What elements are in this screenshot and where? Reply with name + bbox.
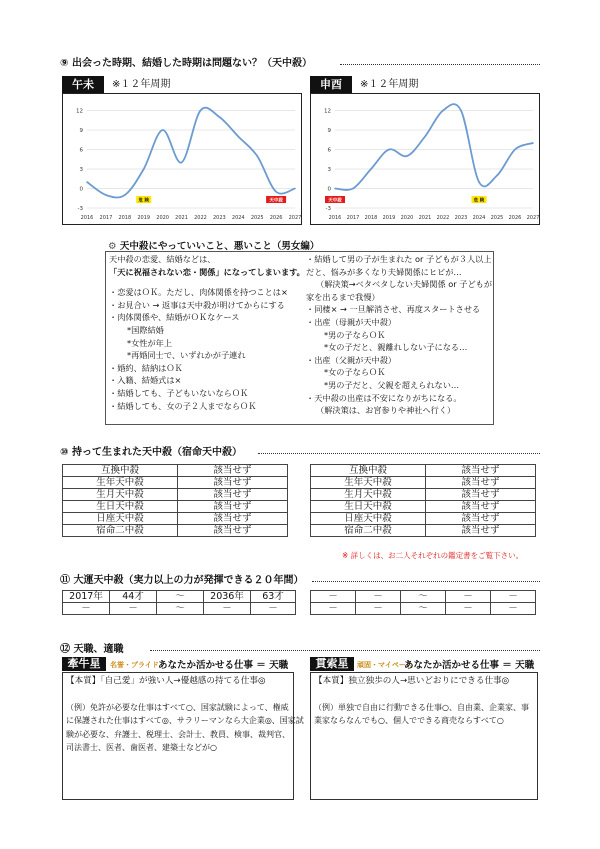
chart-ytick-label: -3 [77, 206, 83, 212]
chart-ytick-label: -3 [325, 206, 331, 212]
table-row [63, 525, 288, 537]
advice-left-line: ・肉体関係や、結婚がＯＫなケース [109, 312, 240, 323]
chart-xtick-label: 2021 [418, 215, 432, 221]
advice-left-line: *再婚同士で、いずれかが子連れ [127, 350, 246, 361]
chart-ytick-label: 9 [79, 128, 83, 134]
table-row [63, 465, 288, 477]
chart-point [478, 181, 480, 183]
table-cell: 2017年 [63, 591, 110, 603]
table-row [63, 501, 288, 513]
table-cell-value: 該当せず [426, 489, 536, 501]
chart-point [406, 155, 408, 157]
table-cell: － [251, 603, 296, 615]
advice-left-line: *女性が年上 [127, 337, 173, 348]
job-right-box [310, 672, 538, 800]
job-left-line: に保護された仕事はすべて◎、サラリーマンなら大企業◎、国家試 [66, 716, 304, 726]
advice-left-line: ・結婚しても、女の子２人までならＯＫ [109, 400, 257, 411]
advice-left-column [109, 253, 305, 412]
advice-right-line: ・結婚して男の子が生まれた or 子どもが３人以上 [306, 254, 492, 264]
table-cell-value: 該当せず [178, 465, 288, 477]
section10-number: ⑩ [60, 447, 69, 458]
table-cell: － [446, 603, 491, 615]
advice-right-line: ・天中殺の出産は不安になりがちになる。 [306, 392, 462, 403]
chart-point [334, 188, 336, 190]
table-cell: － [491, 603, 536, 615]
table-cell-label: 宿命二中殺 [311, 525, 426, 537]
table-row [311, 465, 536, 477]
chart-left-cycle: ※１２年周期 [112, 79, 171, 90]
table-cell-label: 互換中殺 [311, 465, 426, 477]
chart-xtick-label: 2022 [436, 215, 450, 221]
table-cell: 2036年 [204, 591, 251, 603]
chart-left-tag: 午未 [62, 76, 104, 93]
chart-tenchusatsu-label: 天中殺 [269, 198, 283, 204]
chart-danger-label: 危 険 [138, 198, 150, 204]
chart-xtick-label: 2016 [80, 215, 94, 221]
advice-right-line: *女の子ならＯＫ [324, 367, 386, 378]
section11-right-table [310, 590, 536, 615]
chart-tenchusatsu-label: 天中殺 [328, 198, 342, 204]
advice-right-line: だと、悩みが多くなり夫婦関係にヒビが… [306, 266, 462, 277]
chart-series-line [335, 104, 533, 190]
job-right-line: 業家ならなんでも○、個人でできる商売ならすべて○ [314, 716, 504, 726]
section11-divider [312, 581, 540, 582]
table-cell-label: 互換中殺 [63, 465, 178, 477]
chart-xtick-label: 2020 [400, 215, 414, 221]
chart-ytick-label: 3 [327, 167, 331, 173]
table-row [311, 525, 536, 537]
advice-left-line: 天中殺の恋愛、結婚などは、 [109, 254, 216, 264]
section9-number: ⑨ [60, 58, 69, 69]
table-cell-value: 該当せず [178, 489, 288, 501]
chart-point [388, 149, 390, 151]
table-cell-value: 該当せず [178, 513, 288, 525]
chart-series-line [87, 108, 295, 198]
advice-right-line: （解決策→ベタベタしない夫婦関係 or 子どもが [316, 279, 493, 290]
section11-number: ⑪ [60, 575, 70, 586]
chart-danger-label: 危 険 [473, 198, 485, 204]
chart-point [370, 168, 372, 170]
section10-heading [60, 443, 242, 458]
advice-left-line: *国際結婚 [127, 324, 164, 335]
table-cell-label: 宿命二中殺 [63, 525, 178, 537]
section9-divider [340, 64, 540, 65]
chart-right-cycle: ※１２年周期 [360, 79, 419, 90]
table-cell: 〜 [401, 603, 446, 615]
section11-title: 大運天中殺（実力以上の力が発揮できる２０年間） [73, 575, 304, 586]
table-cell: 〜 [401, 591, 446, 603]
chart-point [352, 188, 354, 190]
chart-xtick-label: 2017 [99, 215, 113, 221]
chart-xtick-label: 2022 [194, 215, 207, 221]
chart-point [86, 181, 88, 183]
chart-xtick-label: 2018 [118, 215, 132, 221]
chart-point [275, 191, 277, 193]
advice-left-line: ・入籍、結婚式は× [109, 375, 182, 386]
advice-left-line: ・婚約、結納はＯＫ [109, 362, 183, 373]
chart-point [256, 155, 258, 157]
job-right-caption: あなたか活かせる仕事 ＝ 天職 [404, 660, 535, 671]
job-left-caption: あなたか活かせる仕事 ＝ 天職 [158, 660, 289, 671]
table-row [63, 513, 288, 525]
chart-ytick-label: 6 [79, 147, 83, 154]
chart-right-tag: 申酉 [310, 76, 352, 93]
chart-ytick-label: 3 [79, 167, 83, 173]
chart-xtick-label: 2024 [231, 215, 245, 221]
chart-point [237, 136, 239, 138]
table-cell-value: 該当せず [426, 477, 536, 489]
table-cell-label: 生日天中殺 [63, 501, 178, 513]
table-cell: 〜 [157, 603, 204, 615]
job-left-star: 牽牛星 [62, 657, 106, 671]
job-right-sub: 頑固・マイペース [357, 661, 413, 669]
chart-xtick-label: 2016 [328, 215, 342, 221]
table-row [311, 501, 536, 513]
table-row [63, 603, 296, 615]
chart-point [105, 194, 107, 196]
section10-title: 持って生まれた天中殺（宿命天中殺） [71, 447, 242, 458]
chart-point [200, 110, 202, 112]
chart-xtick-label: 2020 [156, 215, 170, 221]
chart-left [62, 93, 302, 225]
job-left-box [62, 672, 304, 800]
chart-xtick-label: 2017 [346, 215, 360, 221]
chart-xtick-label: 2018 [364, 215, 378, 221]
table-cell: － [446, 591, 491, 603]
table-cell: 63才 [251, 591, 296, 603]
chart-point [181, 162, 183, 164]
advice-heading [108, 238, 319, 252]
chart-point [532, 142, 534, 144]
table-cell-value: 該当せず [426, 501, 536, 513]
advice-left-line: ・結婚しても、子どもいないならＯＫ [109, 387, 249, 398]
advice-right-line: ・出産（父親が天中殺） [306, 354, 397, 365]
section10-right-table [310, 464, 536, 537]
chart-xtick-label: 2019 [382, 215, 396, 221]
section12-divider [150, 650, 540, 651]
section10-note: ※ 詳しくは、お二人それぞれの鑑定書をご覧下さい。 [342, 551, 524, 560]
chart-ytick-label: 0 [79, 186, 83, 193]
table-cell: － [491, 591, 536, 603]
chart-xtick-label: 2025 [490, 215, 504, 221]
table-cell-label: 生月天中殺 [63, 489, 178, 501]
chart-point [442, 110, 444, 112]
job-left-sub: 名誉・プライド [110, 661, 159, 669]
job-right-line: （例）単独で自由に行動できる仕事○、自由業、企業家、事 [314, 703, 529, 713]
chart-ytick-label: 9 [327, 128, 331, 134]
table-cell-label: 日座天中殺 [311, 513, 426, 525]
chart-right [310, 93, 540, 225]
advice-right-line: *女の子だと、親離れしない子になる… [324, 342, 468, 353]
chart-ytick-label: 6 [327, 147, 331, 154]
section11-left-table [62, 590, 296, 615]
advice-right-line: 家を出るまで我慢） [306, 291, 380, 302]
chart-point [219, 116, 221, 118]
advice-right-line: （解決策は、お宮参りや神社へ行く） [316, 405, 456, 416]
table-cell: － [204, 603, 251, 615]
table-cell: － [356, 603, 401, 615]
table-cell-label: 日座天中殺 [63, 513, 178, 525]
gear-icon: ⚙ [108, 241, 117, 252]
advice-right-line: *男の子だと、父親を超えられない… [324, 379, 460, 390]
table-cell-value: 該当せず [426, 465, 536, 477]
table-cell: － [110, 603, 157, 615]
job-right-line: 【本質】独立独歩の人→思いどおりにできる仕事◎ [314, 676, 510, 686]
advice-left-line: ・お見合い → 返事は天中殺が明けてからにする [109, 299, 285, 310]
table-row [63, 477, 288, 489]
table-cell-value: 該当せず [178, 525, 288, 537]
advice-left-line: ・恋愛はＯＫ。ただし、肉体関係を持つことは× [109, 287, 288, 298]
job-left-line: （例）免許が必要な仕事はすべて○、国家試験によって、権威 [66, 703, 289, 713]
chart-ytick-label: 12 [324, 108, 331, 115]
advice-left-line [109, 278, 305, 286]
job-left-line: 験が必要な、弁護士、税理士、会計士、教員、検事、裁判官、 [66, 729, 290, 739]
chart-point [514, 149, 516, 151]
chart-xtick-label: 2025 [250, 215, 264, 221]
table-cell-label: 生年天中殺 [63, 477, 178, 489]
section9-title: 出会った時期、結婚した時期は問題ない？（天中殺） [71, 58, 312, 69]
job-right-star: 貫索星 [310, 657, 354, 671]
table-row [311, 477, 536, 489]
table-cell-label: 生月天中殺 [311, 489, 426, 501]
table-row [311, 603, 536, 615]
chart-xtick-label: 2019 [137, 215, 151, 221]
chart-xtick-label: 2021 [175, 215, 188, 221]
section9-heading [60, 54, 312, 69]
table-cell: － [63, 603, 110, 615]
table-row [311, 591, 536, 603]
chart-ytick-label: 12 [76, 108, 83, 115]
job-left-line: 【本質】「自己愛」が強い人→優越感の持てる仕事◎ [66, 676, 266, 686]
chart-xtick-label: 2026 [508, 215, 522, 221]
table-row [63, 591, 296, 603]
section12-title: 天職、適職 [73, 644, 124, 655]
table-row [311, 489, 536, 501]
table-cell-label: 生日天中殺 [311, 501, 426, 513]
chart-xtick-label: 2026 [269, 215, 283, 221]
section10-left-table [62, 464, 288, 537]
table-cell-value: 該当せず [178, 501, 288, 513]
advice-left-line: 「天に祝福されない恋・関係」になってしまいます。 [109, 266, 305, 277]
chart-point [124, 194, 126, 196]
table-row [63, 489, 288, 501]
table-cell: － [311, 603, 356, 615]
chart-xtick-label: 2027 [288, 215, 301, 221]
section11-heading [60, 571, 303, 586]
chart-xtick-label: 2023 [454, 215, 468, 221]
chart-ytick-label: 0 [327, 186, 331, 193]
table-cell-value: 該当せず [426, 525, 536, 537]
table-cell: 〜 [157, 591, 204, 603]
table-cell-value: 該当せず [178, 477, 288, 489]
advice-title: 天中殺にやっていいこと、悪いこと（男女編） [119, 241, 320, 252]
section12-number: ⑫ [60, 644, 70, 655]
table-cell: － [356, 591, 401, 603]
chart-left-svg [63, 94, 301, 224]
advice-right-line: ・出産（母親が天中殺） [306, 316, 397, 327]
chart-xtick-label: 2024 [472, 215, 486, 221]
chart-xtick-label: 2027 [526, 215, 539, 221]
table-cell: － [311, 591, 356, 603]
chart-point [460, 110, 462, 112]
advice-right-line: *男の子ならＯＫ [324, 329, 386, 340]
job-right-line [314, 688, 537, 701]
chart-xtick-label: 2023 [212, 215, 226, 221]
section12-heading [60, 640, 123, 655]
chart-point [143, 168, 145, 170]
chart-point [496, 175, 498, 177]
chart-point [294, 188, 296, 190]
advice-box [105, 251, 494, 425]
table-cell: 44才 [110, 591, 157, 603]
chart-point [424, 136, 426, 138]
section10-divider [258, 453, 540, 454]
job-left-line: 司法書士、医者、歯医者、建築士などが○ [66, 742, 217, 752]
chart-point [162, 129, 164, 131]
table-row [311, 513, 536, 525]
chart-right-svg [311, 94, 539, 224]
job-left-line [66, 688, 293, 701]
advice-right-column [306, 253, 492, 417]
table-cell-label: 生年天中殺 [311, 477, 426, 489]
table-cell-value: 該当せず [426, 513, 536, 525]
advice-right-line: ・同棲× → 一旦解消させ、再度スタートさせる [306, 304, 481, 315]
